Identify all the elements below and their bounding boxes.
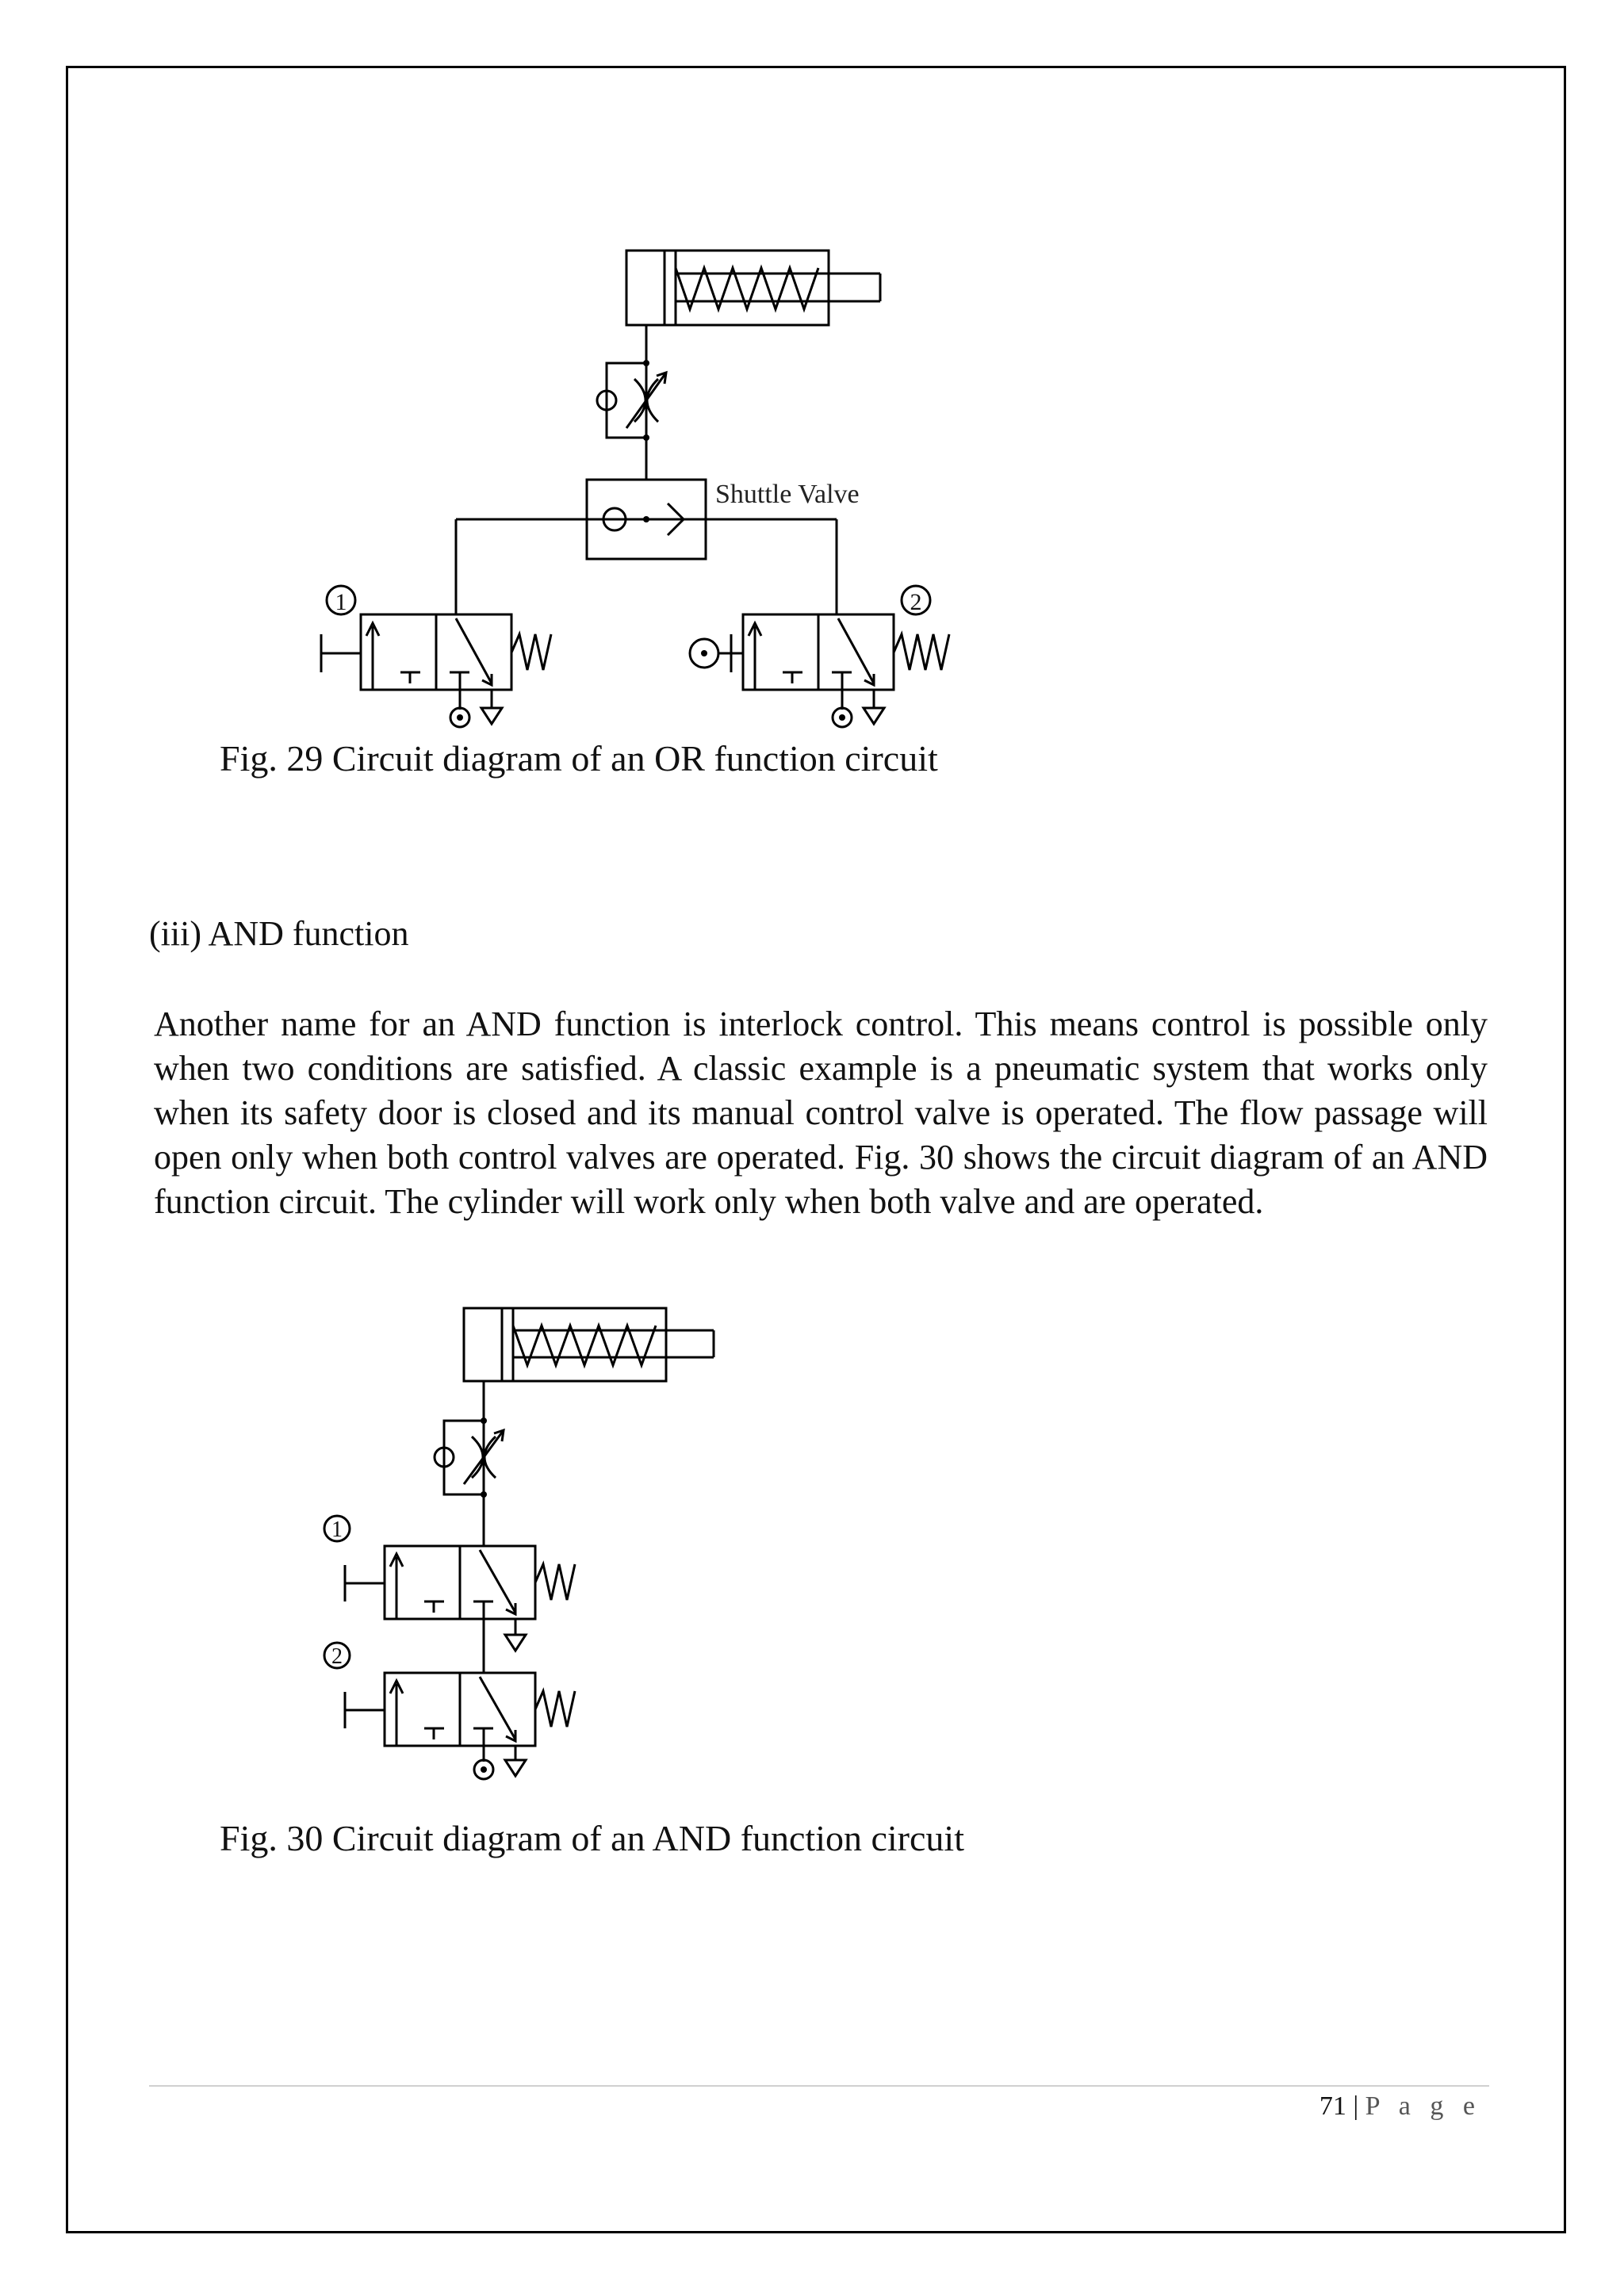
valve-2-number: 2 xyxy=(331,1644,343,1669)
page-footer xyxy=(1320,2091,1481,2122)
flow-control-valve xyxy=(597,325,666,480)
page-number: 71 xyxy=(1319,2091,1346,2121)
shuttle-valve-label: Shuttle Valve xyxy=(715,480,860,509)
or-circuit-diagram xyxy=(0,0,1624,761)
valve-2-number: 2 xyxy=(910,589,922,615)
valve-1-push-button xyxy=(345,1546,575,1651)
footer-divider xyxy=(149,2085,1489,2087)
page-label: P a g e xyxy=(1365,2091,1481,2121)
figure-30-caption: Fig. 30 Circuit diagram of an AND function circuit xyxy=(220,1818,964,1858)
section-heading: (iii) AND function xyxy=(149,914,409,953)
valve-2-push-button xyxy=(345,1673,575,1779)
valve-1-push-button xyxy=(321,614,551,727)
footer-separator: | xyxy=(1353,2091,1359,2121)
body-paragraph: Another name for an AND function is interlock control. This means control is possible only when two conditions are satisfied. A classic example is a pneumatic system that works only when its safety door is closed and its manual control valve is operated. The flow passage will open only when both control valves are operated. Fig. 30 shows the circuit diagram of an AND function circuit. The cylinder will work only when both valve and are operated. xyxy=(154,1004,1488,1221)
flow-control-valve xyxy=(435,1381,504,1546)
valve-2-roller xyxy=(690,614,949,727)
single-acting-cylinder xyxy=(626,251,880,325)
valve-1-number: 1 xyxy=(331,1517,343,1542)
valve-1-number: 1 xyxy=(335,589,347,615)
and-circuit-diagram xyxy=(0,1269,1624,1784)
single-acting-cylinder xyxy=(464,1308,714,1381)
figure-29-caption: Fig. 29 Circuit diagram of an OR function circuit xyxy=(220,738,938,779)
